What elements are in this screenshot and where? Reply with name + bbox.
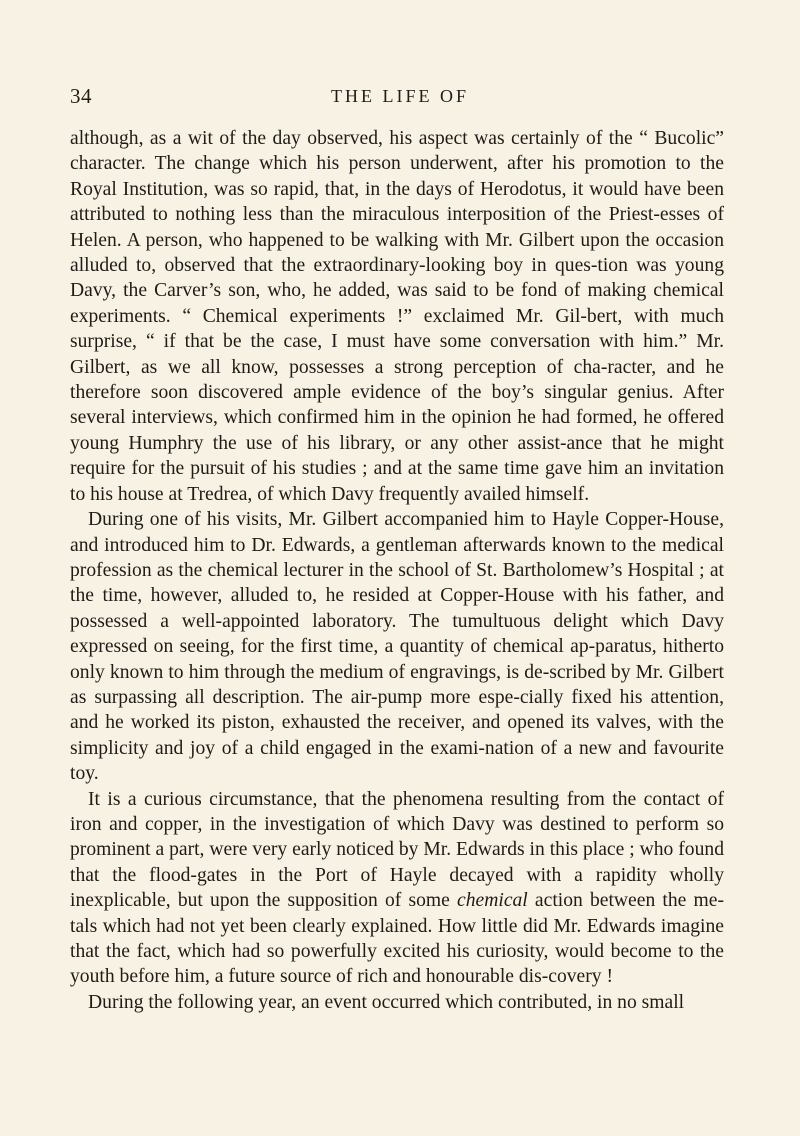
italic-word: chemical	[457, 890, 528, 912]
paragraph: During the following year, an event occurred which contributed, in no small	[88, 991, 685, 1013]
page-header	[0, 84, 800, 114]
paragraph: During one of his visits, Mr. Gilbert accompanied him to Hayle Copper-House, and introduced him to Dr. Edwards, a gentleman afterwards known to the medical profession as the chemical lecturer in the school of St. Bartholomew’s Hospital ; at the time, however, alluded to, he resided at Copper-House with his father, and possessed a well-appointed laboratory. The tumultuous delight which Davy expressed on seeing, for the first time, a quantity of chemical ap-paratus, hitherto only known to him through the medium of engravings, is de-scribed by Mr. Gilbert as surpassing all description. The air-pump more espe-cially fixed his attention, and he worked its piston, exhausted the receiver, and opened its valves, with the simplicity and joy of a child engaged in the exami-nation of a new and favourite toy.	[70, 509, 724, 785]
body-text	[70, 126, 724, 1015]
paragraph	[70, 787, 724, 990]
paragraph-text: It is a curious circumstance, that the phenomena resulting from the contact of iron and copper, in the investigation of which Davy was destined to perform so prominent a part, were very early noticed by Mr. Edwards in this place ; who found that the flood-gates in the Port of Hayle decayed with a rapidity wholly inexplicable, but upon the supposition of some	[70, 788, 724, 912]
paragraph-text: action between the me-tals which had not yet been clearly explained. How little did Mr. Edwards imagine that the fact, which had so powerfully excited his curiosity, would become to the youth before him, a future source of rich and honourable dis-covery !	[70, 890, 724, 988]
paragraph: although, as a wit of the day observed, his aspect was certainly of the “ Bucolic” character. The change which his person underwent, after his promotion to the Royal Institution, was so rapid, that, in the days of Herodotus, it would have been attributed to nothing less than the miraculous interposition of the Priest-esses of Helen. A person, who happened to be walking with Mr. Gilbert upon the occasion alluded to, observed that the extraordinary-looking boy in ques-tion was young Davy, the Carver’s son, who, he added, was said to be fond of making chemical experiments. “ Chemical experiments !” exclaimed Mr. Gil-bert, with much surprise, “ if that be the case, I must have some conversation with him.” Mr. Gilbert, as we all know, possesses a strong perception of cha-racter, and he therefore soon discovered ample evidence of the boy’s singular genius. After several interviews, which confirmed him in the opinion he had formed, he offered young Humphry the use of his library, or any other assist-ance that he might require for the pursuit of his studies ; and at the same time gave him an invitation to his house at Tredrea, of which Davy frequently availed himself.	[70, 128, 724, 505]
page-number: 34	[70, 84, 92, 108]
running-head: THE LIFE OF	[331, 86, 469, 106]
